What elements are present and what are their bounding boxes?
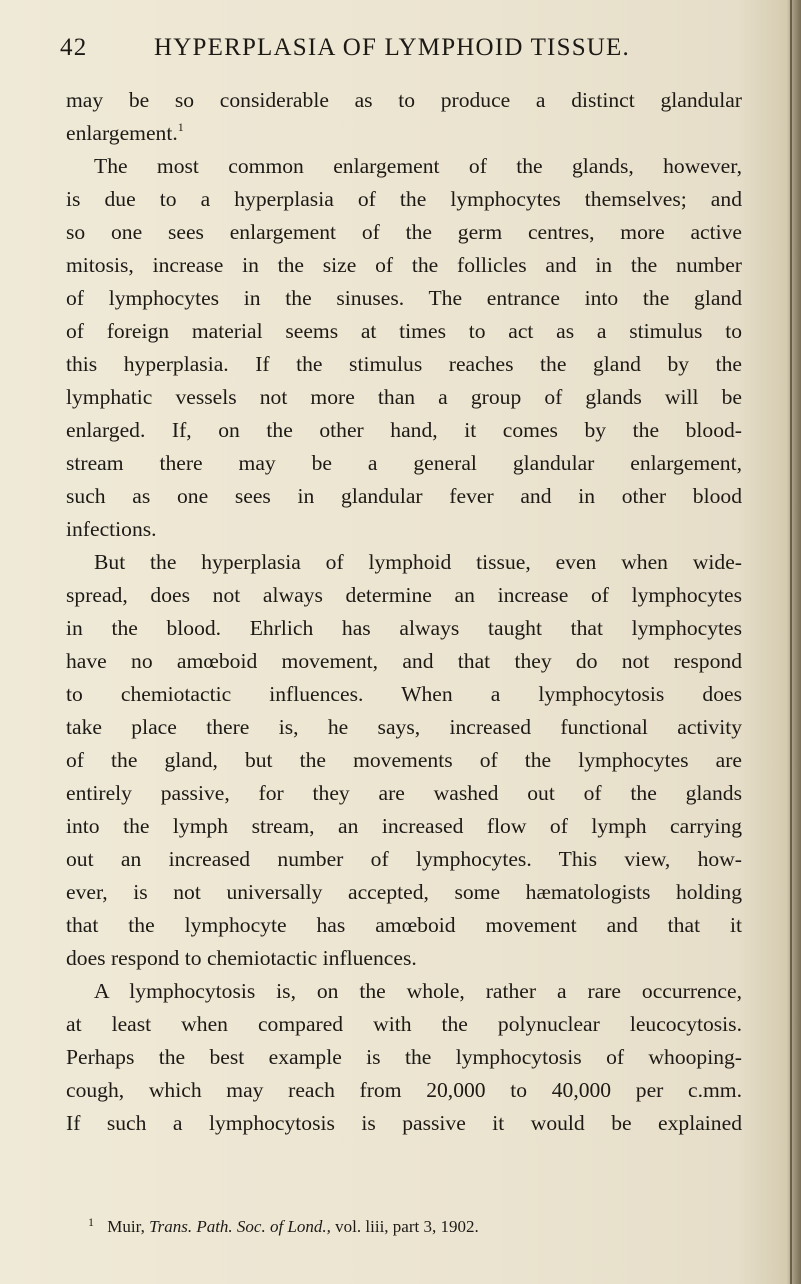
text-line — [66, 1008, 742, 1041]
text-line — [66, 183, 742, 216]
text-line-content: out an increased number of lymphocytes. This view, how- — [66, 847, 742, 871]
text-line-content: of foreign material seems at times to act as a stimulus to — [66, 319, 742, 343]
text-line — [66, 645, 742, 678]
text-line — [66, 513, 742, 546]
footnote-author: Muir, — [107, 1217, 145, 1236]
text-line — [66, 315, 742, 348]
text-line-content: such as one sees in glandular fever and in other blood — [66, 484, 742, 508]
text-line-content: into the lymph stream, an increased flow of lymph carrying — [66, 814, 742, 838]
text-line-content: The most common enlargement of the glands, however, — [94, 154, 742, 178]
text-line — [66, 1074, 742, 1107]
page-edge-line — [790, 0, 792, 1284]
text-line — [66, 84, 742, 117]
text-line-content: of lymphocytes in the sinuses. The entrance into the gland — [66, 286, 742, 310]
text-line — [66, 381, 742, 414]
text-line — [66, 216, 742, 249]
text-line-content: ever, is not universally accepted, some hæmatologists holding — [66, 880, 742, 904]
footnote — [88, 1215, 708, 1237]
text-line — [66, 909, 742, 942]
text-line-content: cough, which may reach from 20,000 to 40,000 per c.mm. — [66, 1078, 742, 1102]
text-line-content: spread, does not always determine an increase of lymphocytes — [66, 583, 742, 607]
footnote-journal: Trans. Path. Soc. of Lond., — [149, 1217, 331, 1236]
text-line-content: of the gland, but the movements of the lymphocytes are — [66, 748, 742, 772]
text-line-content: is due to a hyperplasia of the lymphocytes themselves; and — [66, 187, 742, 211]
text-line-content: If such a lymphocytosis is passive it would be explained — [66, 1111, 742, 1135]
text-line-content: so one sees enlargement of the germ centres, more active — [66, 220, 742, 244]
text-line-content: A lymphocytosis is, on the whole, rather a rare occurrence, — [94, 979, 742, 1003]
text-line — [66, 612, 742, 645]
text-line-content: Perhaps the best example is the lymphocytosis of whooping- — [66, 1045, 742, 1069]
page-title: HYPERPLASIA OF LYMPHOID TISSUE. — [154, 34, 630, 61]
text-line-content: may be so considerable as to produce a distinct glandular — [66, 88, 742, 112]
text-line-content: take place there is, he says, increased functional activity — [66, 715, 742, 739]
running-head — [60, 34, 680, 64]
text-line-content: But the hyperplasia of lymphoid tissue, even when wide- — [94, 550, 742, 574]
text-line — [66, 711, 742, 744]
footnote-reference: 1 — [177, 120, 184, 134]
text-line — [66, 546, 742, 579]
body-text — [66, 84, 742, 1140]
text-line — [66, 282, 742, 315]
text-line — [66, 249, 742, 282]
text-line-content: enlarged. If, on the other hand, it comes by the blood- — [66, 418, 742, 442]
text-line-content: to chemiotactic influences. When a lymphocytosis does — [66, 682, 742, 706]
text-line — [66, 447, 742, 480]
text-line — [66, 1107, 742, 1140]
text-line-content: stream there may be a general glandular enlargement, — [66, 451, 742, 475]
page-number: 42 — [60, 34, 88, 61]
text-line-content: that the lymphocyte has amœboid movement and that it — [66, 913, 742, 937]
text-line-content: infections. — [66, 517, 157, 541]
text-line — [66, 876, 742, 909]
text-line-content: at least when compared with the polynuclear leucocytosis. — [66, 1012, 742, 1036]
text-line — [66, 777, 742, 810]
text-line — [66, 942, 742, 975]
text-line-content: mitosis, increase in the size of the follicles and in the number — [66, 253, 742, 277]
text-line — [66, 1041, 742, 1074]
text-line — [66, 744, 742, 777]
text-line — [66, 150, 742, 183]
text-line-content: lymphatic vessels not more than a group of glands will be — [66, 385, 742, 409]
text-line-content: entirely passive, for they are washed out of the glands — [66, 781, 742, 805]
text-line-content: enlargement. — [66, 121, 178, 145]
text-line — [66, 348, 742, 381]
text-line-content: have no amœboid movement, and that they do not respond — [66, 649, 742, 673]
text-line — [66, 480, 742, 513]
text-line — [66, 579, 742, 612]
text-line-content: does respond to chemiotactic influences. — [66, 946, 417, 970]
text-line — [66, 678, 742, 711]
text-line — [66, 414, 742, 447]
text-line — [66, 843, 742, 876]
text-line — [66, 810, 742, 843]
text-line-content: this hyperplasia. If the stimulus reaches the gland by the — [66, 352, 742, 376]
footnote-marker: 1 — [88, 1215, 94, 1229]
text-line-content: in the blood. Ehrlich has always taught that lymphocytes — [66, 616, 742, 640]
text-line — [66, 117, 742, 150]
text-line — [66, 975, 742, 1008]
footnote-details: vol. liii, part 3, 1902. — [335, 1217, 479, 1236]
